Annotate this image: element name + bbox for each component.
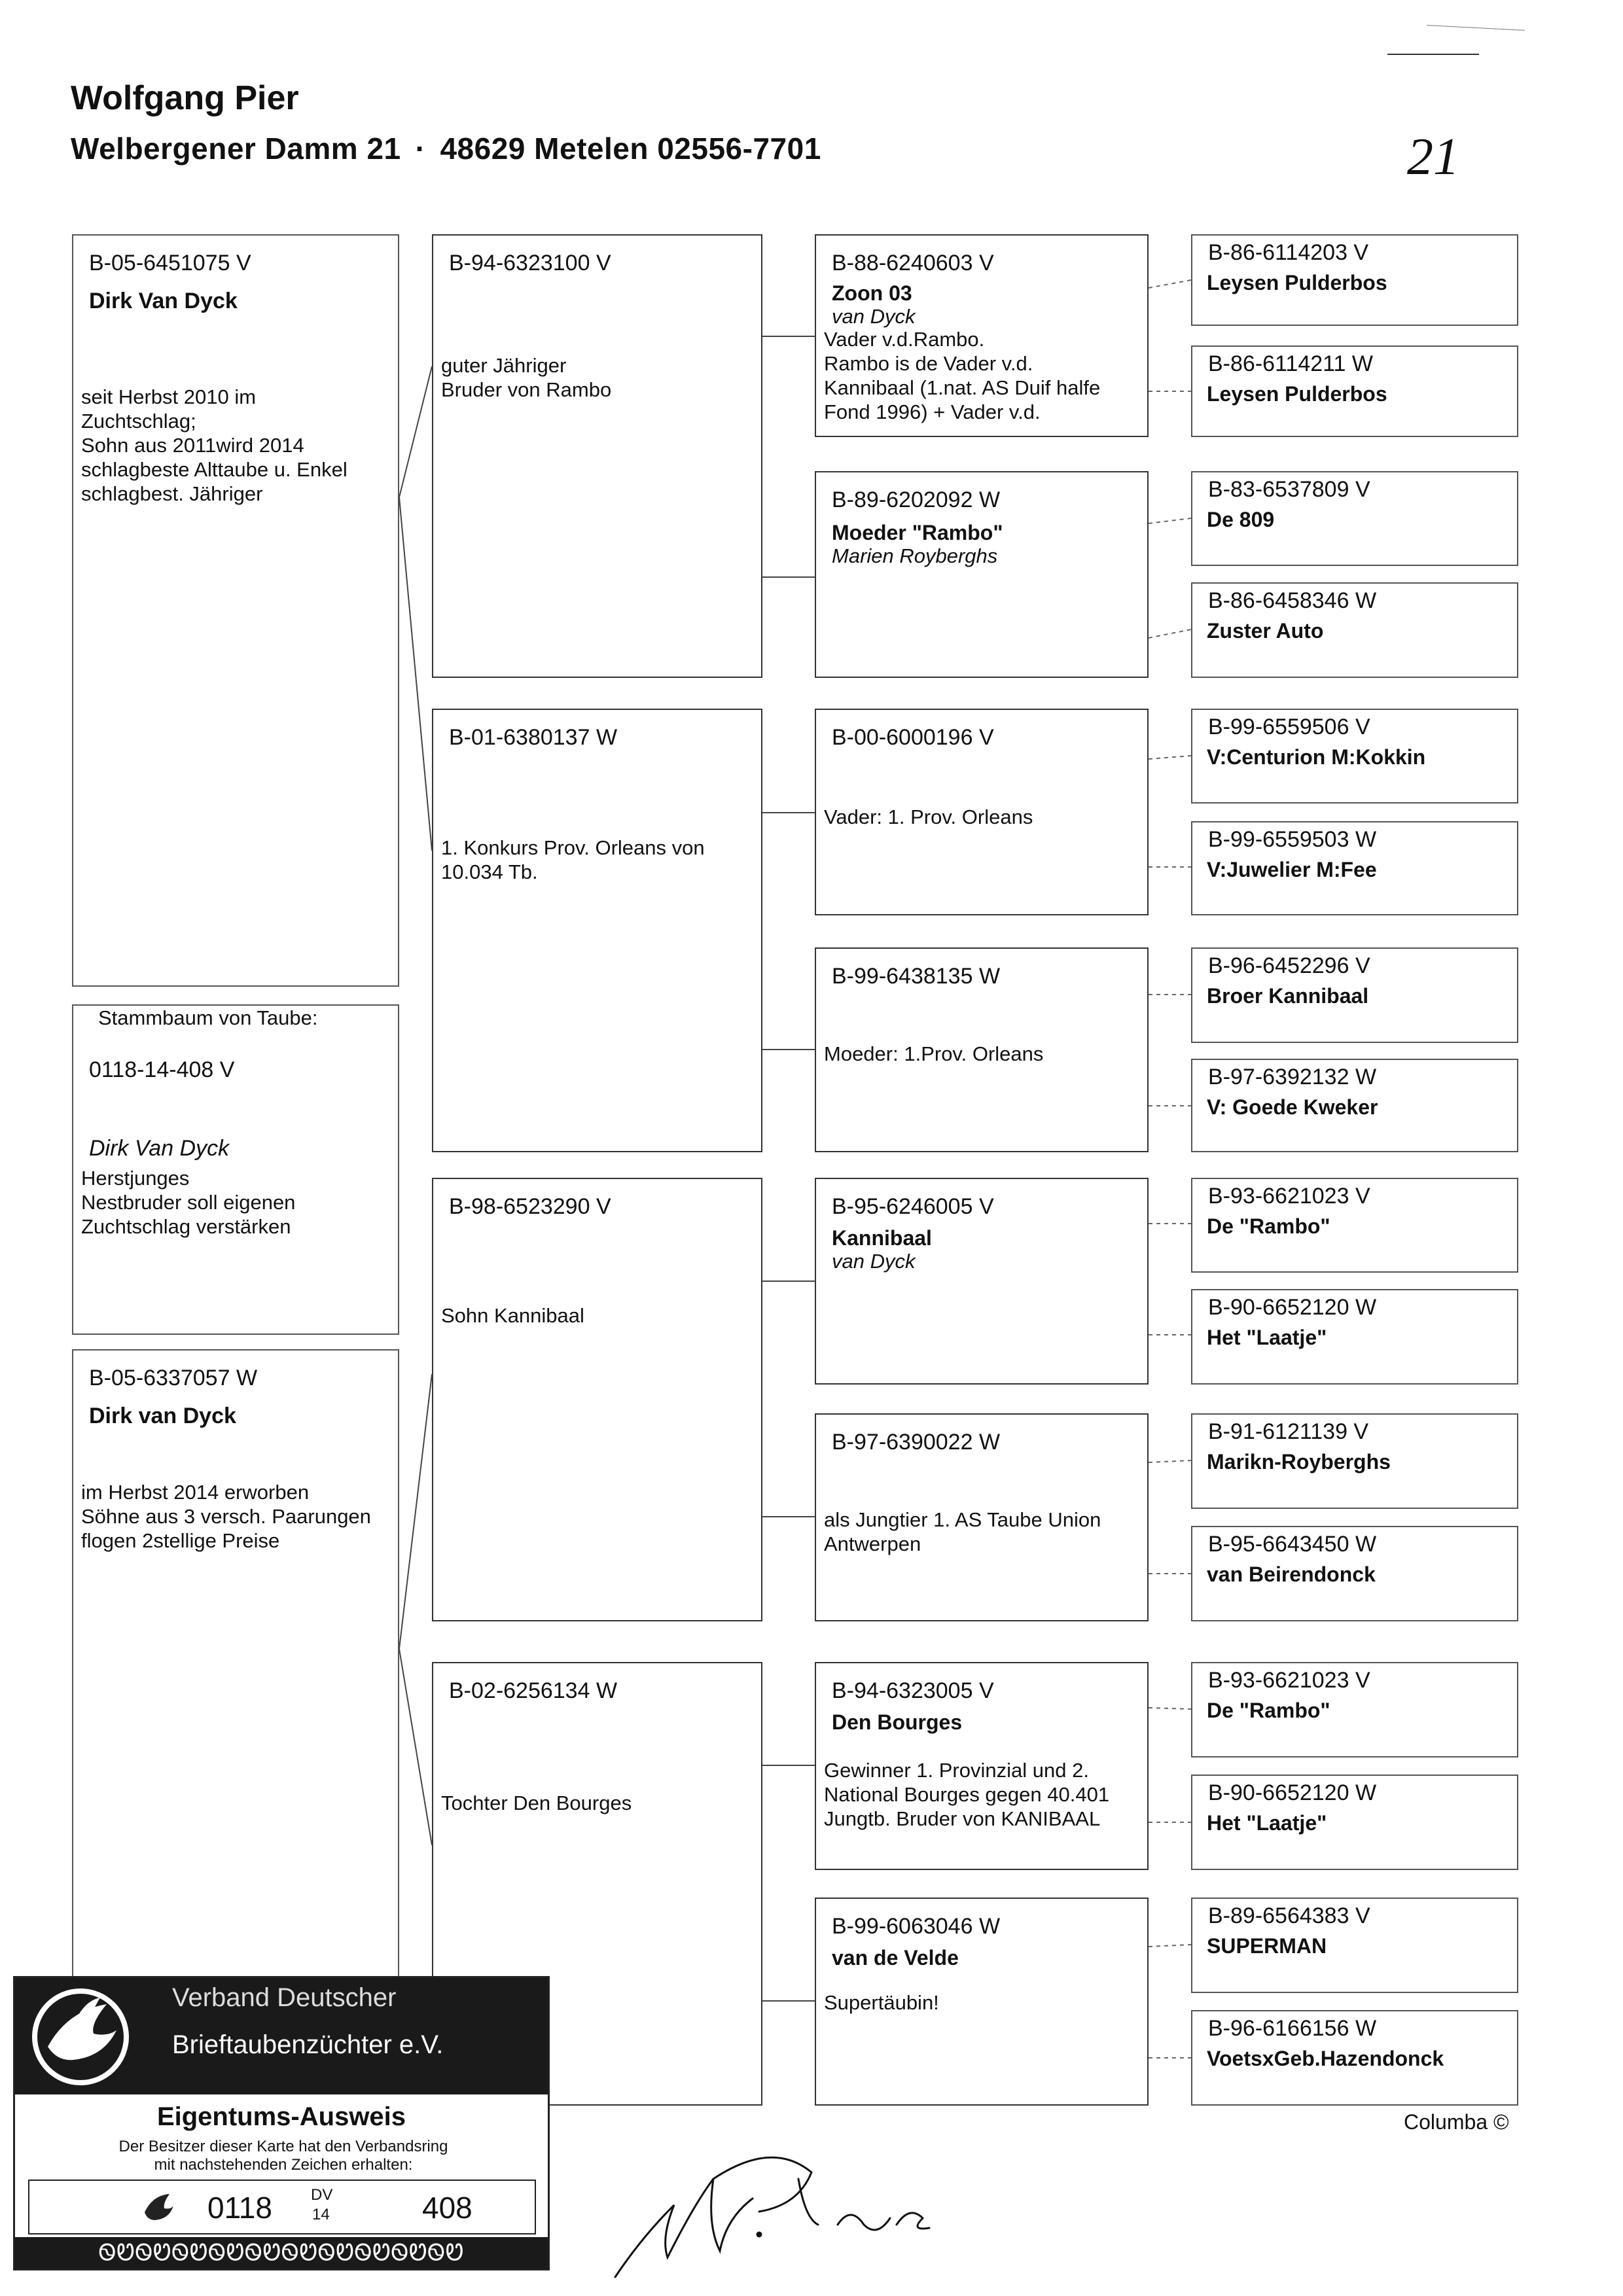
gen2-note-2: 1. Konkurs Prov. Orleans von 10.034 Tb.	[441, 836, 705, 883]
gen3-ring-4: B-99-6438135 W	[832, 964, 1001, 989]
association-line-2: Brieftaubenzüchter e.V.	[172, 2030, 444, 2059]
gen2-ring-4: B-02-6256134 W	[449, 1678, 618, 1703]
gen3-ring-5: B-95-6246005 V	[832, 1194, 994, 1219]
gen4-ring-2: B-86-6114211 W	[1208, 351, 1373, 376]
mother-note: im Herbst 2014 erworben Söhne aus 3 versch. Paarungen flogen 2stellige Preise	[81, 1481, 371, 1552]
gen4-name-13: De "Rambo"	[1207, 1699, 1330, 1722]
gen4-ring-15: B-89-6564383 V	[1208, 1903, 1370, 1928]
father-note: seit Herbst 2010 im Zuchtschlag; Sohn aus 2011wird 2014 schlagbeste Alttaube u. Enkel schlagbest. Jähriger	[81, 385, 348, 505]
mother-ring: B-05-6337057 W	[89, 1366, 258, 1390]
gen4-name-7: Broer Kannibaal	[1207, 984, 1369, 1008]
gen3-name-5: Kannibaal	[832, 1226, 932, 1250]
gen4-ring-14: B-90-6652120 W	[1208, 1780, 1377, 1805]
gen3-name-7: Den Bourges	[832, 1710, 963, 1734]
gen3-ring-1: B-88-6240603 V	[832, 251, 994, 275]
gen4-ring-10: B-90-6652120 W	[1208, 1295, 1377, 1320]
pigeon-logo-icon	[28, 1985, 133, 2089]
gen4-ring-9: B-93-6621023 V	[1208, 1184, 1370, 1209]
gen3-name-1: Zoon 03	[832, 281, 912, 305]
card-ring-number: 408	[422, 2191, 473, 2225]
gen2-ring-1: B-94-6323100 V	[449, 251, 611, 275]
subject-note: Herstjunges Nestbruder soll eigenen Zuchtschlag verstärken	[81, 1167, 296, 1238]
gen3-note-7: Gewinner 1. Provinzial und 2. National Bourges gegen 40.401 Jungtb. Bruder von KANIBAAL	[824, 1759, 1110, 1830]
pigeon-emblem-icon	[141, 2190, 176, 2225]
gen3-note-8: Supertäubin!	[824, 1991, 939, 2014]
card-header-band	[15, 1978, 548, 2094]
gen4-name-14: Het "Laatje"	[1207, 1811, 1327, 1835]
gen3-note-1: Vader v.d.Rambo. Rambo is de Vader v.d. Kannibaal (1.nat. AS Duif halfe Fond 1996) + Vader v.d.	[824, 328, 1101, 423]
card-ring-club: 0118	[207, 2191, 272, 2225]
gen4-name-16: VoetsxGeb.Hazendonck	[1207, 2047, 1444, 2070]
handwritten-signature	[602, 2127, 1021, 2290]
gen4-name-3: De 809	[1207, 508, 1275, 531]
card-ring-year: 14	[312, 2206, 330, 2223]
subject-breeder: Dirk Van Dyck	[89, 1136, 230, 1161]
gen4-ring-7: B-96-6452296 V	[1208, 953, 1370, 978]
gen3-ring-7: B-94-6323005 V	[832, 1678, 994, 1703]
gen3-note-6: als Jungtier 1. AS Taube Union Antwerpen	[824, 1508, 1101, 1555]
gen4-ring-11: B-91-6121139 V	[1208, 1419, 1369, 1444]
gen4-name-9: De "Rambo"	[1207, 1214, 1330, 1238]
association-line-1: Verband Deutscher	[172, 1983, 397, 2012]
gen4-name-4: Zuster Auto	[1207, 619, 1324, 643]
gen4-name-2: Leysen Pulderbos	[1207, 382, 1387, 406]
address-separator: ·	[415, 132, 426, 166]
gen2-ring-2: B-01-6380137 W	[449, 725, 618, 750]
columba-copyright: Columba ©	[1404, 2110, 1509, 2134]
gen3-note-3: Vader: 1. Prov. Orleans	[824, 805, 1033, 828]
gen4-name-1: Leysen Pulderbos	[1207, 271, 1387, 294]
gen3-note-4: Moeder: 1.Prov. Orleans	[824, 1042, 1044, 1065]
gen3-breeder-2: Marien Royberghs	[832, 544, 998, 567]
gen2-note-4: Tochter Den Bourges	[441, 1792, 632, 1814]
gen4-ring-5: B-99-6559506 V	[1208, 715, 1370, 739]
owner-street: Welbergener Damm 21	[71, 132, 401, 166]
gen4-ring-6: B-99-6559503 W	[1208, 827, 1377, 852]
gen4-name-11: Marikn-Royberghs	[1207, 1450, 1391, 1474]
gen4-ring-16: B-96-6166156 W	[1208, 2016, 1377, 2041]
gen4-ring-1: B-86-6114203 V	[1208, 240, 1369, 265]
subject-label: Stammbaum von Taube:	[98, 1006, 318, 1029]
gen4-name-6: V:Juwelier M:Fee	[1207, 858, 1377, 881]
gen3-ring-2: B-89-6202092 W	[832, 487, 1001, 512]
card-ring-row	[28, 2180, 536, 2234]
father-name: Dirk Van Dyck	[89, 289, 238, 313]
gen4-ring-12: B-95-6643450 W	[1208, 1532, 1377, 1557]
ownership-card	[13, 1976, 550, 2270]
card-title: Eigentums-Ausweis	[156, 2102, 406, 2131]
gen4-ring-3: B-83-6537809 V	[1208, 477, 1370, 502]
gen3-ring-6: B-97-6390022 W	[832, 1430, 1001, 1455]
gen3-ring-3: B-00-6000196 V	[832, 725, 994, 750]
gen3-name-2: Moeder "Rambo"	[832, 521, 1003, 544]
gen4-name-8: V: Goede Kweker	[1207, 1095, 1378, 1119]
gen4-name-12: van Beirendonck	[1207, 1563, 1376, 1586]
gen4-ring-8: B-97-6392132 W	[1208, 1065, 1377, 1089]
subject-ring: 0118-14-408 V	[89, 1057, 235, 1082]
gen2-note-1: guter Jähriger Bruder von Rambo	[441, 354, 612, 401]
gen3-breeder-5: van Dyck	[832, 1250, 916, 1273]
mother-name: Dirk van Dyck	[89, 1404, 236, 1428]
page-number: 21	[1407, 128, 1459, 186]
gen2-note-3: Sohn Kannibaal	[441, 1304, 584, 1327]
gen4-ring-13: B-93-6621023 V	[1208, 1668, 1370, 1693]
gen4-name-10: Het "Laatje"	[1207, 1326, 1327, 1349]
gen3-breeder-1: van Dyck	[832, 305, 916, 328]
card-pattern: ᏫᏬᏫᏬᏫᏬᏫᏬᏫᏬᏫᏬᏫᏬᏫᏬᏫᏬᏫᏬ	[15, 2237, 548, 2269]
card-text: Der Besitzer dieser Karte hat den Verbandsring mit nachstehenden Zeichen erhalten:	[118, 2138, 448, 2174]
owner-name: Wolfgang Pier	[71, 79, 299, 117]
father-ring: B-05-6451075 V	[89, 251, 251, 275]
gen4-name-5: V:Centurion M:Kokkin	[1207, 745, 1426, 769]
owner-city-phone: 48629 Metelen 02556-7701	[440, 132, 821, 166]
gen4-ring-4: B-86-6458346 W	[1208, 588, 1377, 613]
gen3-name-8: van de Velde	[832, 1946, 959, 1969]
card-ring-mark: DV	[311, 2186, 333, 2204]
gen3-ring-8: B-99-6063046 W	[832, 1914, 1001, 1939]
gen2-ring-3: B-98-6523290 V	[449, 1194, 611, 1219]
gen4-name-15: SUPERMAN	[1207, 1934, 1327, 1958]
